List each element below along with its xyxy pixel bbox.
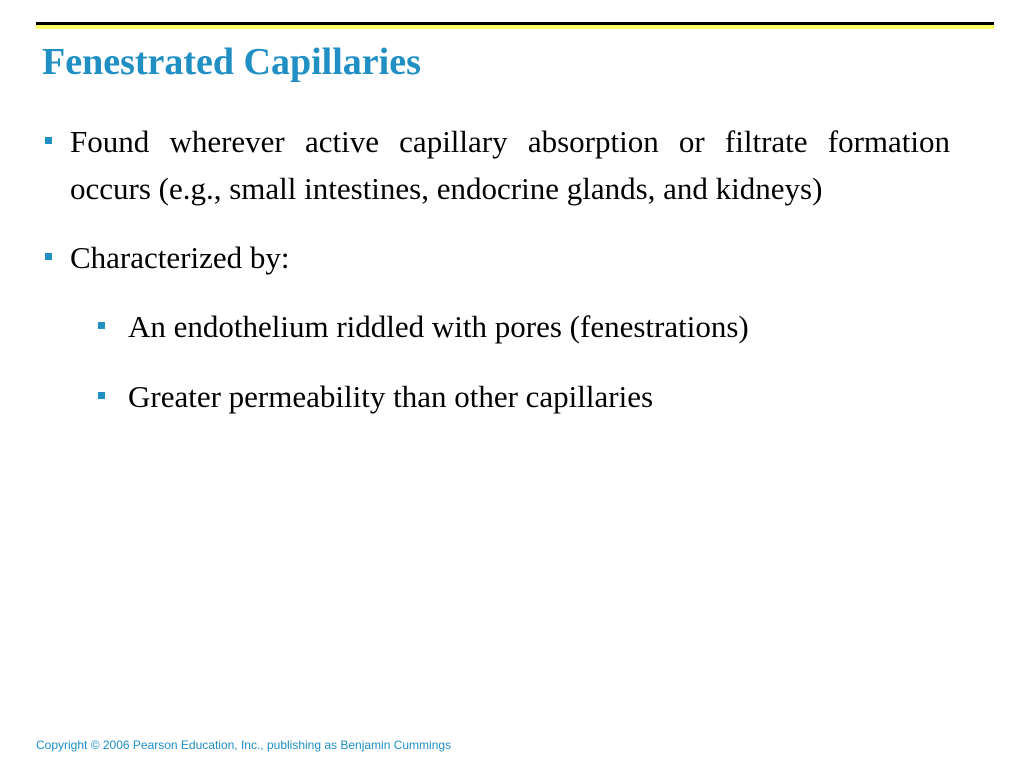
bullet-text: Characterized by:: [70, 240, 290, 275]
copyright-footer: Copyright © 2006 Pearson Education, Inc., publishing as Benjamin Cummings: [36, 738, 452, 752]
sub-bullet-item-permeability: [42, 373, 950, 420]
slide-title: Fenestrated Capillaries: [42, 41, 421, 83]
title-divider-rule: [36, 22, 994, 29]
bullet-text: Greater permeability than other capillaries: [128, 379, 654, 414]
bullet-item-characterized-by: [42, 234, 950, 281]
bullet-text: An endothelium riddled with pores (fenestrations): [128, 309, 749, 344]
square-bullet-icon: [98, 322, 105, 329]
bullet-list: [42, 118, 950, 443]
square-bullet-icon: [45, 253, 52, 260]
square-bullet-icon: [98, 392, 105, 399]
sub-bullet-item-endothelium: [42, 303, 950, 350]
bullet-text: Found wherever active capillary absorption or filtrate formation occurs (e.g., small intestines, endocrine glands, and kidneys): [70, 124, 950, 206]
bullet-item-found-wherever: [42, 118, 950, 212]
square-bullet-icon: [45, 137, 52, 144]
